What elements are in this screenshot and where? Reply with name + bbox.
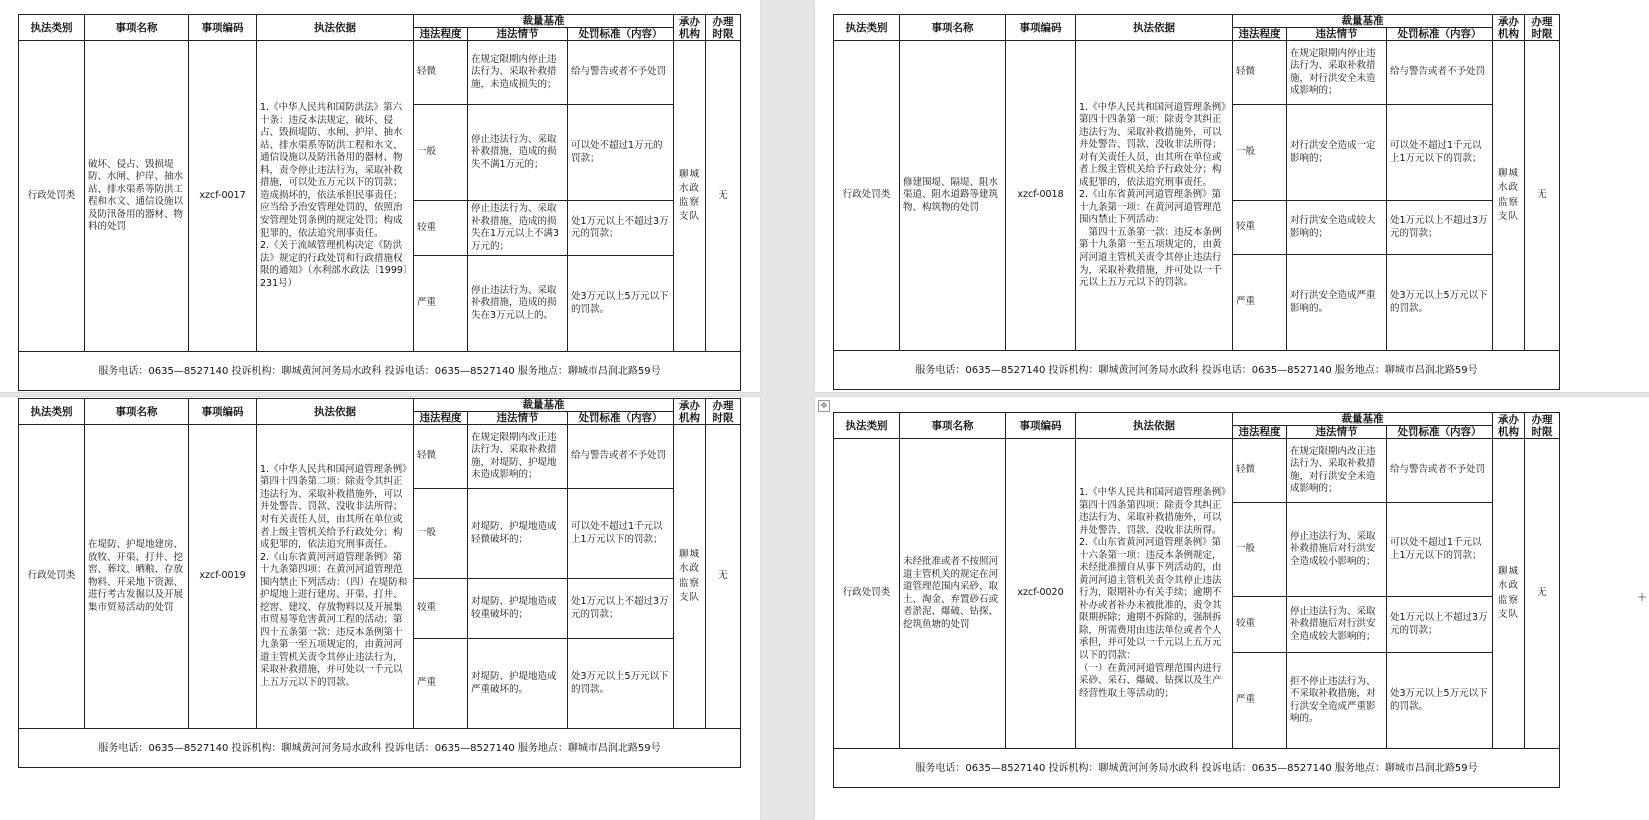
cell-basis: 1.《中华人民共和国河道管理条例》第四十四条第一项：除责令其纠正违法行为、采取补救措施外，可以并处警告、罚款、没收非法所得；对有关责任人员，由其所在单位或者上级主管机关给予行政处分；构成犯罪的，依法追究刑事责任。 2.《山东省黄河河道管理条例》第十九条第一项：在黄河河道管理范围内禁止下列活动： 第四十五条第一款：违反本条例第十九条第一至五项规定的，由黄河河道主管机关责令其停止违法行为，采取补救措施，并可处以一千元以上五万元以下的罚款。 <box>1076 41 1233 351</box>
header-time-limit: 办理时限 <box>1525 15 1560 41</box>
header-item-name: 事项名称 <box>85 15 189 41</box>
cell-circumstance: 停止违法行为、采取补救措施后对行洪安全造成较大影响的； <box>1287 597 1387 653</box>
cell-degree: 严重 <box>414 256 468 352</box>
cell-standard: 可以处不超过1千元以上1万元以下的罚款； <box>1387 105 1493 201</box>
header-agency: 承办机构 <box>674 15 706 41</box>
cell-degree: 一般 <box>1233 503 1287 597</box>
header-time-limit: 办理时限 <box>706 15 741 41</box>
cell-degree: 较重 <box>414 579 468 639</box>
cell-item-name: 未经批准或者不按照河道主管机关的规定在河道管理范围内采砂、取土、淘金、弃置砂石或者淤泥、爆破、钻探、挖筑鱼塘的处罚 <box>900 439 1006 749</box>
cell-circumstance: 对行洪安全造成较大影响的； <box>1287 201 1387 255</box>
cell-basis: 1.《中华人民共和国河道管理条例》第四十四条第四项：除责令其纠正违法行为、采取补救措施外，可以并处警告、罚款、没收非法所得。 2.《山东省黄河河道管理条例》第十六条第一项：违反本条例规定，未经批准擅自从事下列活动的，由黄河河道主管机关责令其停止违法行为，限期补办有关手续；逾期不补办或者补办未被批准的，责令其限期拆除；逾期不拆除的，强制拆除，所需费用由违法单位或者个人承担，并可处以一千元以上五万元以下的罚款： （一）在黄河河道管理范围内进行采砂、采石、爆破、钻探以及生产经营性取土等活动的； <box>1076 439 1233 749</box>
header-basis: 执法依据 <box>257 15 414 41</box>
cell-time-limit: 无 <box>1525 41 1560 351</box>
cell-standard: 给与警告或者不予处罚 <box>1387 439 1493 503</box>
header-discretion: 裁量基准 <box>1233 413 1493 426</box>
table-footer: 服务电话：0635—8527140 投诉机构：聊城黄河河务局水政科 投诉电话：0635—8527140 服务地点：聊城市昌润北路59号 <box>834 749 1560 788</box>
cell-circumstance: 停止违法行为、采取补救措施后对行洪安全造成较小影响的； <box>1287 503 1387 597</box>
enforcement-table-2 <box>833 14 1560 390</box>
cell-category: 行政处罚类 <box>19 425 85 729</box>
header-basis: 执法依据 <box>1076 15 1233 41</box>
cell-degree: 轻微 <box>1233 41 1287 105</box>
cell-standard: 处3万元以上5万元以下的罚款。 <box>568 639 674 729</box>
cell-standard: 可以处不超过1千元以上1万元以下的罚款； <box>568 489 674 579</box>
cell-agency: 聊城水政监察支队 <box>1493 439 1525 749</box>
header-agency: 承办机构 <box>674 399 706 425</box>
header-time-limit: 办理时限 <box>1525 413 1560 439</box>
cell-standard: 处3万元以上5万元以下的罚款。 <box>1387 255 1493 351</box>
cell-time-limit: 无 <box>1525 439 1560 749</box>
header-item-code: 事项编码 <box>189 15 257 41</box>
cell-degree: 一般 <box>414 105 468 201</box>
header-item-name: 事项名称 <box>85 399 189 425</box>
header-category: 执法类别 <box>19 399 85 425</box>
table-footer: 服务电话：0635—8527140 投诉机构：聊城黄河河务局水政科 投诉电话：0635—8527140 服务地点：聊城市昌润北路59号 <box>834 351 1560 390</box>
header-item-name: 事项名称 <box>900 413 1006 439</box>
cell-circumstance: 在规定限期内停止违法行为、采取补救措施，未造成损失的； <box>468 41 568 105</box>
enforcement-table-3 <box>18 398 741 768</box>
cell-degree: 较重 <box>1233 201 1287 255</box>
cell-standard: 给与警告或者不予处罚 <box>1387 41 1493 105</box>
cell-standard: 处1万元以上不超过3万元的罚款； <box>568 201 674 256</box>
cell-circumstance: 对堤防、护堤地造成较重破坏的； <box>468 579 568 639</box>
cell-item-name: 在堤防、护堤地建房、放牧、开渠、打井、挖窖、葬坟、晒粮、存放物料、开采地下资源、进行考古发掘以及开展集市贸易活动的处罚 <box>85 425 189 729</box>
header-item-code: 事项编码 <box>1006 413 1076 439</box>
cell-category: 行政处罚类 <box>19 41 85 352</box>
cell-standard: 处1万元以上不超过3万元的罚款； <box>568 579 674 639</box>
cell-agency: 聊城水政监察支队 <box>1493 41 1525 351</box>
table-footer: 服务电话：0635—8527140 投诉机构：聊城黄河河务局水政科 投诉电话：0635—8527140 服务地点：聊城市昌润北路59号 <box>19 352 741 391</box>
cell-item-name: 修建围堤、隔堤、阻水渠道、阻水道路等建筑物、构筑物的处罚 <box>900 41 1006 351</box>
cell-standard: 处1万元以上不超过3万元的罚款； <box>1387 201 1493 255</box>
cell-standard: 处1万元以上不超过3万元的罚款； <box>1387 597 1493 653</box>
header-category: 执法类别 <box>834 413 900 439</box>
cell-item-name: 破坏、侵占、毁损堤防、水闸、护岸、抽水站、排水渠系等防洪工程和水文、通信设施以及防汛备用的器材、物料的处罚 <box>85 41 189 352</box>
header-discretion: 裁量基准 <box>414 399 674 412</box>
header-item-name: 事项名称 <box>900 15 1006 41</box>
header-degree: 违法程度 <box>1233 426 1287 439</box>
cell-circumstance: 在规定限期内停止违法行为、采取补救措施，对行洪安全未造成影响的； <box>1287 41 1387 105</box>
header-time-limit: 办理时限 <box>706 399 741 425</box>
cell-circumstance: 拒不停止违法行为、不采取补救措施，对行洪安全造成严重影响的。 <box>1287 653 1387 749</box>
header-standard: 处罚标准（内容） <box>1387 426 1493 439</box>
cell-circumstance: 停止违法行为、采取补救措施，造成的损失不满1万元的； <box>468 105 568 201</box>
cell-degree: 一般 <box>414 489 468 579</box>
header-circumstance: 违法情节 <box>468 412 568 425</box>
cell-degree: 较重 <box>1233 597 1287 653</box>
header-degree: 违法程度 <box>414 28 468 41</box>
cell-circumstance: 停止违法行为、采取补救措施，造成的损失在3万元以上的。 <box>468 256 568 352</box>
enforcement-table-4 <box>833 412 1560 788</box>
cell-basis: 1.《中华人民共和国河道管理条例》第四十四条第二项：除责令其纠正违法行为、采取补救措施外，可以并处警告、罚款、没收非法所得；对有关责任人员，由其所在单位或者上级主管机关给予行政处分；构成犯罪的，依法追究刑事责任。 2.《山东省黄河河道管理条例》第十九条第四项：在黄河河道管理范围内禁止下列活动：（四）在堤防和护堤地上进行建房、开渠、打井、挖窖、建坟、存放物料以及开展集市贸易等危害黄河工程的活动；第四十五条第一款：违反本条例第十九条第一至五项规定的，由黄河河道主管机关责令其停止违法行为，采取补救措施，并可处以一千元以上五万元以下的罚款。 <box>257 425 414 729</box>
header-discretion: 裁量基准 <box>1233 15 1493 28</box>
cell-standard: 可以处不超过1千元以上1万元以下的罚款； <box>1387 503 1493 597</box>
cell-degree: 一般 <box>1233 105 1287 201</box>
header-basis: 执法依据 <box>257 399 414 425</box>
cell-standard: 处3万元以上5万元以下的罚款。 <box>568 256 674 352</box>
header-category: 执法类别 <box>834 15 900 41</box>
table-footer: 服务电话：0635—8527140 投诉机构：聊城黄河河务局水政科 投诉电话：0635—8527140 服务地点：聊城市昌润北路59号 <box>19 729 741 768</box>
cell-degree: 严重 <box>1233 255 1287 351</box>
cell-degree: 严重 <box>414 639 468 729</box>
cell-item-code: xzcf-0020 <box>1006 439 1076 749</box>
cell-category: 行政处罚类 <box>834 439 900 749</box>
header-category: 执法类别 <box>19 15 85 41</box>
cell-time-limit: 无 <box>706 41 741 352</box>
cell-circumstance: 对堤防、护堤地造成严重破坏的。 <box>468 639 568 729</box>
header-circumstance: 违法情节 <box>1287 28 1387 41</box>
cell-standard: 给与警告或者不予处罚 <box>568 425 674 489</box>
add-column-icon[interactable]: + <box>1637 590 1648 604</box>
cell-item-code: xzcf-0017 <box>189 41 257 352</box>
header-standard: 处罚标准（内容） <box>568 412 674 425</box>
header-agency: 承办机构 <box>1493 413 1525 439</box>
header-degree: 违法程度 <box>1233 28 1287 41</box>
cell-degree: 轻微 <box>414 425 468 489</box>
enforcement-table-1 <box>18 14 741 391</box>
cell-circumstance: 对堤防、护堤地造成轻微破坏的； <box>468 489 568 579</box>
cell-basis: 1.《中华人民共和国防洪法》第六十条：违反本法规定，破坏、侵占、毁损堤防、水闸、护岸、抽水站、排水渠系等防洪工程和水文、通信设施以及防汛备用的器材、物料，责令停止违法行为，采取补救措施，可以处五万元以下的罚款；造成损坏的，依法承担民事责任；应当给予治安管理处罚的，依照治安管理处罚条例的规定处罚；构成犯罪的，依法追究刑事责任。 2.《关于流域管理机构决定《防洪法》规定的行政处罚和行政措施权限的通知》（水利部水政法〔1999〕231号） <box>257 41 414 352</box>
header-discretion: 裁量基准 <box>414 15 674 28</box>
cell-time-limit: 无 <box>706 425 741 729</box>
cell-standard: 可以处不超过1万元的罚款； <box>568 105 674 201</box>
header-basis: 执法依据 <box>1076 413 1233 439</box>
cell-circumstance: 在规定限期内改正违法行为、采取补救措施，对行洪安全未造成影响的； <box>1287 439 1387 503</box>
cell-circumstance: 对行洪安全造成一定影响的； <box>1287 105 1387 201</box>
header-circumstance: 违法情节 <box>1287 426 1387 439</box>
cell-standard: 处3万元以上5万元以下的罚款。 <box>1387 653 1493 749</box>
cell-degree: 较重 <box>414 201 468 256</box>
cell-circumstance: 对行洪安全造成严重影响的。 <box>1287 255 1387 351</box>
cell-circumstance: 停止违法行为、采取补救措施，造成的损失在1万元以上不满3万元的； <box>468 201 568 256</box>
cell-degree: 严重 <box>1233 653 1287 749</box>
header-item-code: 事项编码 <box>189 399 257 425</box>
header-agency: 承办机构 <box>1493 15 1525 41</box>
header-item-code: 事项编码 <box>1006 15 1076 41</box>
table-move-handle-icon[interactable]: ✥ <box>818 400 830 412</box>
cell-circumstance: 在规定限期内改正违法行为、采取补救措施，对堤防、护堤地未造成影响的； <box>468 425 568 489</box>
cell-standard: 给与警告或者不予处罚 <box>568 41 674 105</box>
cell-agency: 聊城水政监察支队 <box>674 425 706 729</box>
cell-degree: 轻微 <box>414 41 468 105</box>
header-circumstance: 违法情节 <box>468 28 568 41</box>
cell-item-code: xzcf-0019 <box>189 425 257 729</box>
cell-agency: 聊城水政监察支队 <box>674 41 706 352</box>
header-standard: 处罚标准（内容） <box>1387 28 1493 41</box>
cell-item-code: xzcf-0018 <box>1006 41 1076 351</box>
header-degree: 违法程度 <box>414 412 468 425</box>
header-standard: 处罚标准（内容） <box>568 28 674 41</box>
cell-category: 行政处罚类 <box>834 41 900 351</box>
cell-degree: 轻微 <box>1233 439 1287 503</box>
